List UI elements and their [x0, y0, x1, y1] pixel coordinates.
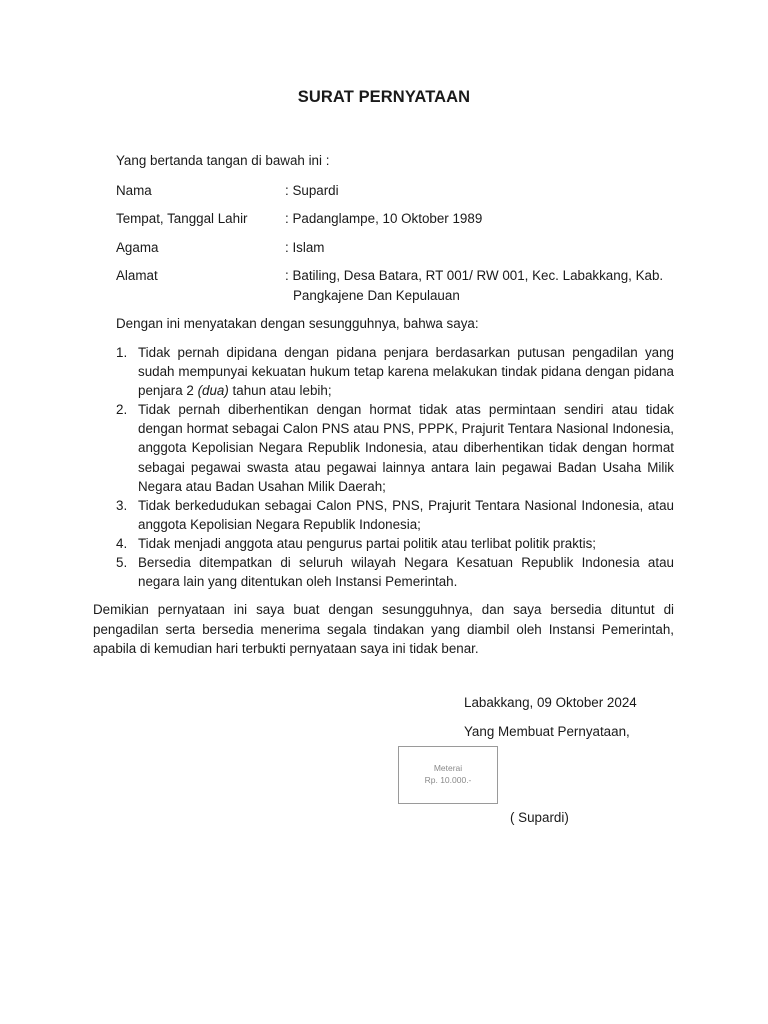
list-item [116, 534, 674, 553]
item-number: 5. [116, 555, 128, 571]
meterai-stamp-box [398, 746, 498, 804]
field-label: Agama [116, 240, 159, 255]
item-text: Tidak pernah dipidana dengan pidana penjara berdasarkan putusan pengadilan yang sudah mempunyai kekuatan hukum tetap karena melakukan tindak pidana dengan pidana penjara 2 [138, 345, 674, 399]
maker-label: Yang Membuat Pernyataan, [464, 724, 630, 739]
item-number: 2. [116, 402, 128, 418]
intro-text: Yang bertanda tangan di bawah ini : [116, 153, 330, 168]
list-item [116, 343, 674, 400]
item-text-italic: (dua) [197, 383, 229, 399]
item-text: Tidak menjadi anggota atau pengurus partai politik atau terlibat politik praktis; [138, 535, 597, 551]
address-line-2: Pangkajene Dan Kepulauan [293, 288, 460, 303]
item-text: Tidak pernah diberhentikan dengan hormat tidak atas permintaan sendiri atau tidak dengan hormat sebagai Calon PNS atau PNS, PPPK, Prajurit Tentara Nasional Indonesia, anggota Kepolisian Negara Republik Indonesia, atau diberhentikan tidak dengan hormat sebagai pegawai swasta atau pegawai lainnya antara lain pegawai Badan Usaha Milik Negara atau Badan Usahan Milik Daerah; [138, 402, 674, 494]
item-number: 3. [116, 497, 128, 513]
item-number: 1. [116, 345, 128, 360]
list-item [116, 496, 674, 534]
field-value [285, 266, 677, 306]
field-label: Alamat [116, 268, 158, 283]
stamp-amount: Rp. 10.000.- [424, 775, 472, 785]
list-item [116, 400, 674, 495]
list-item [116, 553, 674, 591]
statement-list [116, 343, 674, 591]
place-date: Labakkang, 09 Oktober 2024 [464, 695, 637, 710]
signer-name: ( Supardi) [510, 810, 569, 825]
field-label: Tempat, Tanggal Lahir [116, 211, 248, 226]
address-line-1: : Batiling, Desa Batara, RT 001/ RW 001, Kec. Labakkang, Kab. [285, 268, 664, 283]
item-text: Bersedia ditempatkan di seluruh wilayah Negara Kesatuan Republik Indonesia atau negara lain yang ditentukan oleh Instansi Pemerintah. [138, 555, 674, 590]
item-text: Tidak berkedudukan sebagai Calon PNS, PNS, Prajurit Tentara Nasional Indonesia, atau anggota Kepolisian Negara Republik Indonesia; [138, 497, 674, 532]
declaration-intro: Dengan ini menyatakan dengan sesungguhnya, bahwa saya: [116, 316, 479, 331]
closing-paragraph: Demikian pernyataan ini saya buat dengan sesungguhnya, dan saya bersedia dituntut di pengadilan serta bersedia menerima segala tindakan yang diambil oleh Instansi Pemerintah, apabila di kemudian hari terbukti pernyataan saya ini tidak benar. [93, 602, 674, 656]
stamp-label: Meterai [433, 763, 463, 773]
field-value: : Supardi [285, 183, 339, 198]
document-title: SURAT PERNYATAAN [297, 88, 471, 106]
field-value: : Islam [285, 240, 325, 255]
field-label: Nama [116, 183, 152, 198]
item-text-end: tahun atau lebih; [228, 383, 332, 399]
item-number: 4. [116, 535, 128, 551]
field-value: : Padanglampe, 10 Oktober 1989 [285, 211, 483, 226]
